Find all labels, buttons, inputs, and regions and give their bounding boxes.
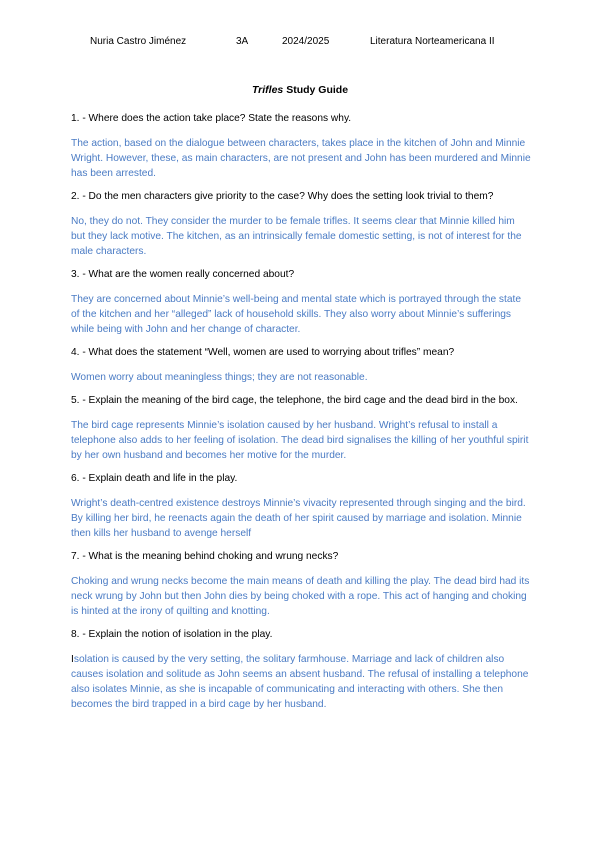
answer-5: The bird cage represents Minnie’s isolation caused by her husband. Wright’s refusal to install a telephone also adds to her feeling of isolation. The dead bird signalises the killing of her youthful spirit by her own husband and becomes her motive for the murder. bbox=[71, 420, 529, 461]
answer-7: Choking and wrung necks become the main means of death and killing the play. The dead bird had its neck wrung by John but then John dies by being choked with a rope. This act of hanging and choking is hinted at the irony of quilting and knotting. bbox=[71, 576, 530, 617]
page-header bbox=[0, 36, 600, 50]
question-2: 2. - Do the men characters give priority to the case? Why does the setting look trivial to them? bbox=[71, 191, 494, 202]
study-guide-content bbox=[71, 111, 531, 720]
answer-8-first-letter: I bbox=[71, 654, 74, 665]
answer-8 bbox=[71, 652, 531, 712]
title-rest: Study Guide bbox=[283, 84, 349, 96]
answer-1: The action, based on the dialogue between characters, takes place in the kitchen of John and Minnie Wright. However, these, as main characters, are not present and John has been murdered and Minnie has been arrested. bbox=[71, 138, 531, 179]
header-year: 2024/2025 bbox=[282, 36, 330, 47]
question-3: 3. - What are the women really concerned about? bbox=[71, 269, 295, 280]
question-7: 7. - What is the meaning behind choking and wrung necks? bbox=[71, 551, 339, 562]
header-course: Literatura Norteamericana II bbox=[370, 36, 495, 47]
question-1: 1. - Where does the action take place? State the reasons why. bbox=[71, 113, 352, 124]
answer-8-text: solation is caused by the very setting, the solitary farmhouse. Marriage and lack of children also causes isolation and solitude as John seems an absent husband. The refusal of installing a telephone also isolates Minnie, as she is incapable of communicating and interacting with others. She then becomes the bird trapped in a bird cage by her husband. bbox=[71, 654, 529, 710]
answer-3: They are concerned about Minnie’s well-being and mental state which is portrayed through the state of the kitchen and her “alleged” lack of household skills. They also worry about Minnie’s sufferings while being with John and her change of character. bbox=[71, 294, 522, 335]
answer-6: Wright’s death-centred existence destroys Minnie’s vivacity represented through singing and the bird. By killing her bird, he reenacts again the death of her spirit caused by marriage and isolation. Minnie then kills her husband to avenge herself bbox=[71, 498, 526, 539]
header-group: 3A bbox=[236, 36, 249, 47]
question-4: 4. - What does the statement “Well, women are used to worrying about trifles” mean? bbox=[71, 347, 455, 358]
title-italic: Trifles bbox=[251, 84, 284, 96]
question-6: 6. - Explain death and life in the play. bbox=[71, 473, 238, 484]
document-title bbox=[0, 84, 600, 96]
question-8: 8. - Explain the notion of isolation in the play. bbox=[71, 629, 273, 640]
answer-4: Women worry about meaningless things; they are not reasonable. bbox=[71, 372, 368, 383]
question-5: 5. - Explain the meaning of the bird cage, the telephone, the bird cage and the dead bird in the box. bbox=[71, 395, 518, 406]
answer-2: No, they do not. They consider the murder to be female trifles. It seems clear that Minnie killed him but they lack motive. The kitchen, as an intrinsically female domestic setting, is not of interest for the male characters. bbox=[71, 216, 522, 257]
header-student-name: Nuria Castro Jiménez bbox=[90, 36, 187, 47]
